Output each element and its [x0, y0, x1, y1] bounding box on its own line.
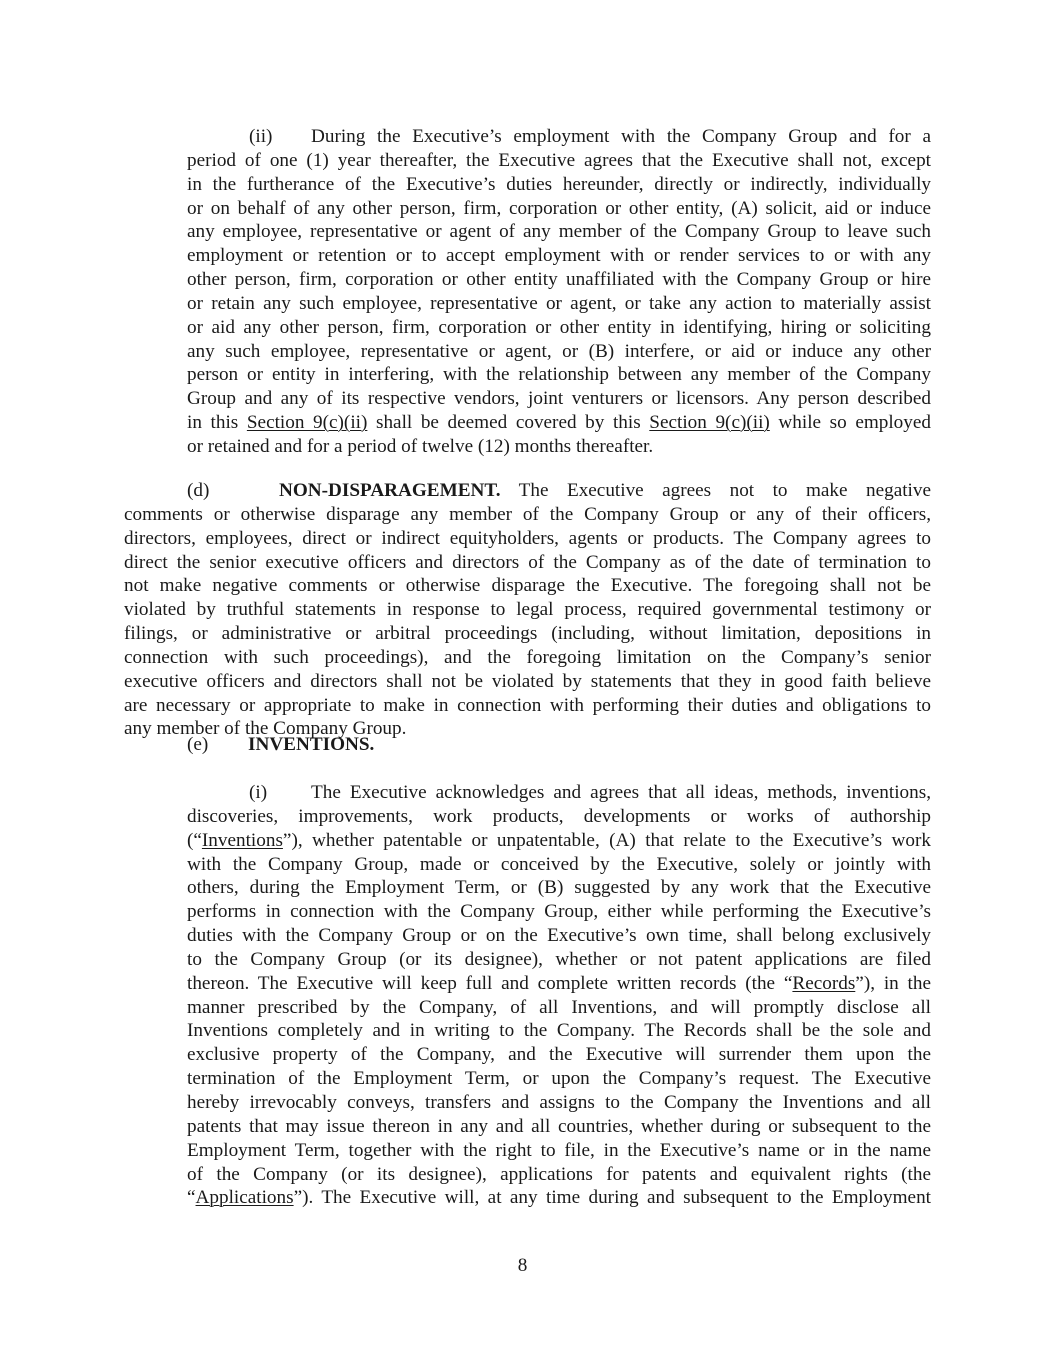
line-text: ”), whether patentable or unpatentable, (A) that relate to the Executive’s work — [282, 829, 931, 851]
text-line: direct the senior executive officers and directors of the Company as of the date of termination to — [124, 551, 931, 573]
text-line: or retained and for a period of twelve (12) months thereafter. — [187, 435, 654, 457]
text-line: or on behalf of any other person, firm, corporation or other entity, (A) solicit, aid or induce — [187, 197, 931, 219]
text-line: any member of the Company Group. — [124, 718, 407, 740]
text-line: hereby irrevocably conveys, transfers and assigns to the Company the Inventions and all — [187, 1091, 931, 1113]
text-line: termination of the Employment Term, or upon the Company’s request. The Executive — [187, 1068, 931, 1090]
line-text: “ — [187, 1187, 196, 1209]
text-line: of the Company (or its designee), applications for patents and equivalent rights (the — [187, 1163, 931, 1185]
text-line: others, during the Employment Term, or (B) suggested by any work that the Executive — [187, 877, 931, 899]
defined-term-records: Records — [792, 972, 856, 994]
page-number: 8 — [517, 1255, 528, 1276]
line-text: ”). The Executive will, at any time during and subsequent to the Employment — [293, 1187, 931, 1209]
text-line: performs in connection with the Company Group, either while performing the Executive’s — [187, 901, 931, 923]
text-line: discoveries, improvements, work products, developments or works of authorship — [187, 805, 931, 827]
line-text: shall be deemed covered by this — [367, 412, 650, 434]
text-line: Group and any of its respective vendors, joint venturers or licensors. Any person described — [187, 388, 931, 410]
text-line: executive officers and directors shall not be violated by statements that they in good faith believe — [124, 670, 931, 692]
section-label: (d) — [187, 480, 210, 501]
text-line: Employment Term, together with the right to file, in the Executive’s name or in the name — [187, 1139, 931, 1161]
subsection-label: (ii) — [249, 126, 273, 147]
text-line: any such employee, representative or agent, or (B) interfere, or aid or induce any other — [187, 340, 931, 362]
defined-term-applications: Applications — [195, 1187, 294, 1209]
paragraph-non-disparagement — [124, 479, 931, 741]
text-line: duties with the Company Group or on the Executive’s own time, shall belong exclusively — [187, 925, 931, 947]
line-text: ”), in the — [855, 972, 931, 994]
line-text: in this — [187, 412, 247, 434]
text-line — [187, 411, 931, 435]
line-text: thereon. The Executive will keep full and complete written records (the “ — [187, 972, 793, 994]
text-line: directors, employees, direct or indirect equityholders, agents or products. The Company agrees to — [124, 527, 931, 549]
text-line: period of one (1) year thereafter, the Executive agrees that the Executive shall not, except — [187, 149, 931, 171]
text-line — [187, 733, 787, 757]
line-text: During the Executive’s employment with the Company Group and for a — [311, 126, 931, 147]
section-label: (e) — [187, 734, 209, 755]
text-line: comments or otherwise disparage any member of the Company Group or any of their officers, — [124, 503, 931, 525]
section-reference-link[interactable]: Section 9(c)(ii) — [649, 412, 770, 434]
text-line — [187, 972, 931, 996]
text-line: patents that may issue thereon in any and all countries, whether during or subsequent to the — [187, 1115, 931, 1137]
text-line: Inventions completely and in writing to the Company. The Records shall be the sole and — [187, 1020, 931, 1042]
text-line: exclusive property of the Company, and the Executive will surrender them upon the — [187, 1044, 931, 1066]
text-line — [124, 479, 931, 503]
paragraph-inventions-i — [187, 781, 931, 1210]
text-line — [187, 1186, 931, 1210]
text-line: any employee, representative or agent of any member of the Company Group to leave such — [187, 221, 931, 243]
section-heading-inventions — [187, 733, 787, 757]
text-line: or aid any other person, firm, corporation or other entity in identifying, hiring or soliciting — [187, 316, 931, 338]
line-text: The Executive acknowledges and agrees that all ideas, methods, inventions, — [311, 782, 931, 803]
subsection-label: (i) — [249, 782, 268, 803]
section-heading: INVENTIONS. — [248, 734, 375, 755]
section-heading: NON-DISPARAGEMENT. — [279, 480, 501, 501]
text-line: connection with such proceedings), and the foregoing limitation on the Company’s senior — [124, 646, 931, 668]
defined-term-inventions: Inventions — [201, 829, 283, 851]
line-text: (“ — [187, 829, 202, 851]
text-line: employment or retention or to accept employment with or render services to or with any — [187, 245, 931, 267]
text-line: to the Company Group (or its designee), whether or not patent applications are filed — [187, 948, 931, 970]
paragraph-non-solicitation — [187, 125, 931, 459]
text-line: violated by truthful statements in response to legal process, required governmental testimony or — [124, 599, 931, 621]
text-line: are necessary or appropriate to make in connection with performing their duties and obligations to — [124, 694, 931, 716]
text-line: filings, or administrative or arbitral proceedings (including, without limitation, depositions in — [124, 623, 931, 645]
line-text: The Executive agrees not to make negative — [518, 480, 931, 501]
text-line: other person, firm, corporation or other entity unaffiliated with the Company Group or hire — [187, 269, 931, 291]
text-line: manner prescribed by the Company, of all Inventions, and will promptly disclose all — [187, 996, 931, 1018]
text-line: not make negative comments or otherwise disparage the Executive. The foregoing shall not be — [124, 575, 931, 597]
text-line: in the furtherance of the Executive’s duties hereunder, directly or indirectly, individually — [187, 173, 931, 195]
line-text: while so employed — [769, 412, 931, 434]
text-line — [187, 829, 931, 853]
text-line: person or entity in interfering, with the relationship between any member of the Company — [187, 364, 931, 386]
section-reference-link[interactable]: Section 9(c)(ii) — [246, 412, 368, 434]
text-line — [187, 781, 931, 805]
text-line: with the Company Group, made or conceived by the Executive, solely or jointly with — [187, 853, 931, 875]
text-line — [187, 125, 931, 149]
text-line: or retain any such employee, representative or agent, or take any action to materially assist — [187, 292, 931, 314]
